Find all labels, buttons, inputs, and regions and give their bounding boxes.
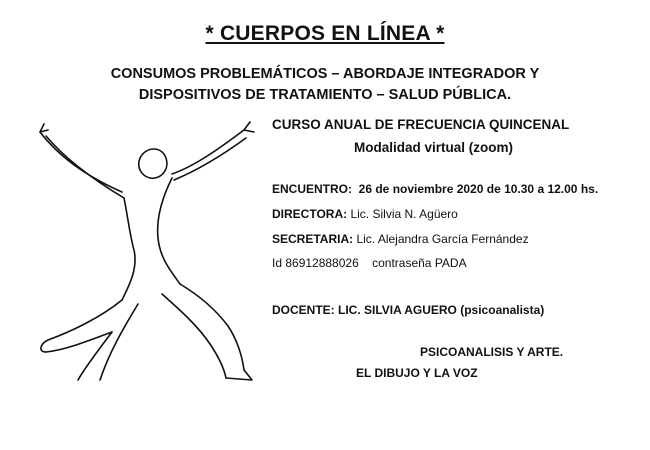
docente: DOCENTE: LIC. SILVIA AGUERO (psicoanalista) [272, 303, 545, 317]
directora-value: Lic. Silvia N. Agüero [350, 207, 458, 221]
secretaria-label: SECRETARIA: [272, 232, 354, 246]
topic-line-2: EL DIBUJO Y LA VOZ [356, 366, 478, 380]
encuentro-label: ENCUENTRO: [272, 182, 352, 196]
topic-line-1: PSICOANALISIS Y ARTE. [420, 345, 564, 359]
encuentro-row [272, 182, 598, 196]
directora-label: DIRECTORA: [272, 207, 348, 221]
meeting-row [272, 256, 467, 270]
secretaria-row [272, 232, 529, 246]
secretaria-value: Lic. Alejandra García Fernández [356, 232, 529, 246]
meeting-id: Id 86912888026 [272, 256, 359, 270]
line-drawing-dancer-icon [30, 118, 270, 388]
page-title: * CUERPOS EN LÍNEA * [205, 22, 445, 45]
meeting-password: contraseña PADA [372, 256, 467, 270]
subtitle-line-1: CONSUMOS PROBLEMÁTICOS – ABORDAJE INTEGRADOR Y [110, 66, 540, 82]
course-mode: Modalidad virtual (zoom) [354, 140, 514, 155]
subtitle-line-2: DISPOSITIVOS DE TRATAMIENTO – SALUD PÚBLICA. [138, 87, 512, 103]
course-name: CURSO ANUAL DE FRECUENCIA QUINCENAL [272, 117, 570, 132]
page-subtitle [40, 64, 610, 106]
encuentro-value: 26 de noviembre 2020 de 10.30 a 12.00 hs. [358, 182, 599, 196]
directora-row [272, 207, 458, 221]
